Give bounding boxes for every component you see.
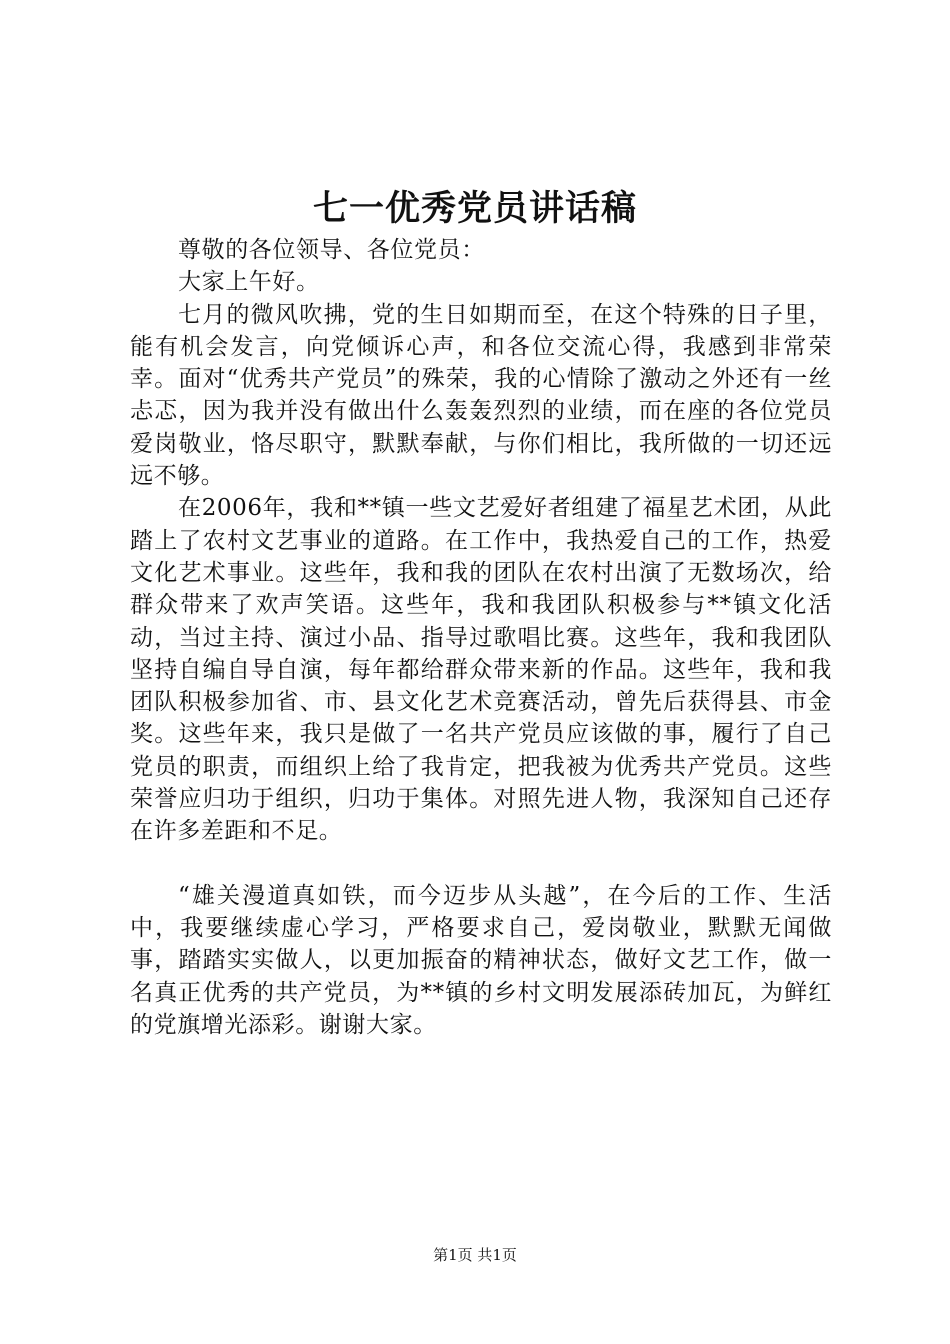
document-title: 七一优秀党员讲话稿 [312, 188, 637, 229]
paragraph-closing: “雄关漫道真如铁，而今迈步从头越”，在今后的工作、生活中，我要继续虚心学习，严格要求自己，爱岗敬业，默默无闻做事，踏踏实实做人，以更加振奋的精神状态，做好文艺工作，做一名真正优秀的共产党员，为**镇的乡村文明发展添砖加瓦，为鲜红的党旗增光添彩。谢谢大家。 [130, 882, 832, 1038]
page-footer: 第1页 共1页 [433, 1246, 517, 1264]
salutation: 大家上午好。 [178, 269, 320, 296]
document-body [130, 234, 832, 1041]
greeting: 尊敬的各位领导、各位党员： [178, 237, 485, 263]
paragraph-achievements: 在2006年，我和**镇一些文艺爱好者组建了福星艺术团，从此踏上了农村文艺事业的道路。在工作中，我热爱自己的工作，热爱文化艺术事业。这些年，我和我的团队在农村出演了无数场次，给群众带来了欢声笑语。这些年，我和我团队积极参与**镇文化活动，当过主持、演过小品、指导过歌唱比赛。这些年，我和我团队坚持自编自导自演，每年都给群众带来新的作品。这些年，我和我团队积极参加省、市、县文化艺术竞赛活动，曾先后获得县、市金奖。这些年来，我只是做了一名共产党员应该做的事，履行了自己党员的职责，而组织上给了我肯定，把我被为优秀共产党员。这些荣誉应归功于组织，归功于集体。对照先进人物，我深知自己还存在许多差距和不足。 [130, 495, 832, 845]
paragraph-opening: 七月的微风吹拂，党的生日如期而至，在这个特殊的日子里，能有机会发言，向党倾诉心声，和各位交流心得，我感到非常荣幸。面对“优秀共产党员”的殊荣，我的心情除了激动之外还有一丝忐忑，因为我并没有做出什么轰轰烈烈的业绩，而在座的各位党员爱岗敬业，恪尽职守，默默奉献，与你们相比，我所做的一切还远远不够。 [130, 301, 832, 490]
